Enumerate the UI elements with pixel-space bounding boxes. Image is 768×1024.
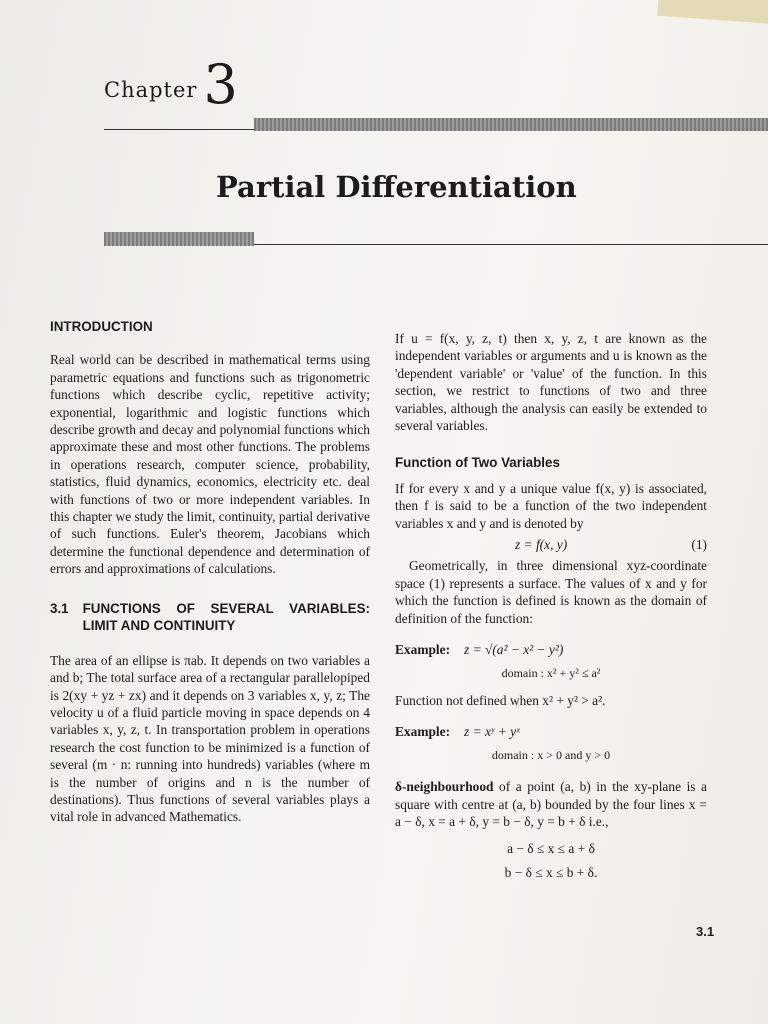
geometric-paragraph: Geometrically, in three dimensional xyz-coordinate space (1) represents a surface. The values of x and y for which the function is defined is known as the domain of definition of the function:	[395, 558, 707, 626]
page-number: 3.1	[696, 924, 715, 939]
domain-1: domain : x² + y² ≤ a²	[501, 665, 601, 680]
bottom-divider-thin	[254, 244, 768, 245]
example-label: Example:	[395, 642, 451, 658]
right-column	[395, 330, 707, 887]
equation-text: z = f(x, y)	[515, 537, 568, 553]
equation-1	[395, 536, 707, 553]
variables-paragraph: If u = f(x, y, z, t) then x, y, z, t are known as the independent variables or arguments and u is known as the 'dependent variable' or 'value' of the function. In this section, we restrict to functions of two and three variables, although the analysis can easily be extended to several variables.	[395, 331, 707, 434]
chapter-number: 3	[203, 53, 238, 116]
bottom-divider-thick	[104, 232, 254, 246]
not-defined-statement: Function not defined when x² + y² > a².	[395, 692, 606, 708]
left-column	[50, 318, 370, 826]
chapter-heading	[104, 53, 238, 116]
bottom-divider	[104, 230, 696, 260]
example-1-equation: z = √(a² − x² − y²)	[464, 642, 564, 658]
equation-number: (1)	[691, 537, 707, 553]
example-2	[395, 723, 707, 740]
function-two-variables-heading: Function of Two Variables	[395, 455, 560, 471]
section-number: 3.1	[50, 600, 69, 616]
domain-2: domain : x > 0 and y > 0	[491, 747, 611, 762]
top-divider	[104, 128, 696, 132]
section-heading-3-1	[50, 600, 370, 634]
delta-neighbourhood-paragraph	[395, 778, 707, 830]
chapter-title: Partial Differentiation	[216, 170, 577, 204]
definition-paragraph: If for every x and y a unique value f(x, y) is associated, then f is said to be a function of the two independent variables x and y and is denoted by	[395, 480, 707, 531]
section-3-1-paragraph: The area of an ellipse is πab. It depends on two variables a and b; The total surface area of a rectangular parallelopiped is 2(xy + yz + zx) and it depends on 3 variables x, y, z; The velocity u of a fluid particle moving in space depends on 4 variables x, y, z, t. In transportation problem in operations research the cost function to be minimized is a function of several (m · n: running into hundreds) variables (where m is the number of origins and n is the number of destinations). Thus functions of several variables plays a vital role in advanced Mathematics.	[50, 652, 370, 825]
inequality-2: b − δ ≤ x ≤ b + δ.	[504, 864, 598, 880]
inequality-1: a − δ ≤ x ≤ a + δ	[507, 841, 595, 857]
delta-neighbourhood-text: of a point (a, b) in the xy-plane is a square with centre at (a, b) bounded by the four lines x = a − δ, x = a + δ, y = b − δ, y = b + δ i.e.,	[395, 779, 707, 829]
example-label: Example:	[395, 724, 451, 740]
introduction-heading: INTRODUCTION	[50, 319, 153, 334]
delta-neighbourhood-term: δ-neighbourhood	[395, 779, 494, 795]
chapter-word: Chapter	[104, 78, 198, 102]
introduction-paragraph: Real world can be described in mathematical terms using parametric equations and functions such as trigonometric functions which describe cyclic, repetitive activity; exponential, logarithmic and logistic functions which describe growth and decay and polynomial functions which approximate these and most other functions. The problems in operations research, computer science, probability, statistics, fluid dynamics, economics, electricity etc. deal with functions of two or more independent variables. In this chapter we study the limit, continuity, partial derivative of such functions. Euler's theorem, Jacobians which determine the functional dependence and determination of errors and approximations of calculations.	[50, 352, 370, 577]
section-title: FUNCTIONS OF SEVERAL VARIABLES: LIMIT AND CONTINUITY	[82, 600, 370, 633]
top-divider-thick	[254, 118, 768, 131]
page-corner-decoration	[657, 0, 768, 24]
example-1	[395, 641, 707, 658]
top-divider-thin	[104, 129, 254, 130]
example-2-equation: z = xʸ + yˣ	[464, 724, 520, 740]
